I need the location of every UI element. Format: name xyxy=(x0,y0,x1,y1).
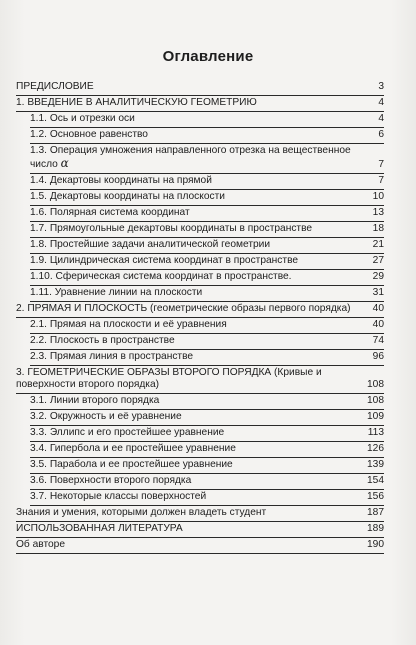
toc-entry xyxy=(30,490,384,506)
toc-entry-page: 154 xyxy=(367,475,384,486)
toc-entry-page: 96 xyxy=(372,351,384,362)
alpha-symbol: α xyxy=(60,156,69,170)
toc-entry-page: 189 xyxy=(367,523,384,534)
toc-entry-page: 139 xyxy=(367,459,384,470)
toc-entry xyxy=(30,206,384,222)
toc-entry-page: 40 xyxy=(372,319,384,330)
toc-entry xyxy=(30,174,384,190)
toc-entry-page: 27 xyxy=(372,255,384,266)
toc-entry xyxy=(30,442,384,458)
toc-entry xyxy=(30,426,384,442)
page-title: Оглавление xyxy=(162,48,254,65)
toc-entry xyxy=(30,190,384,206)
toc-entry xyxy=(30,254,384,270)
toc-entry-label: 2.2. Плоскость в пространстве xyxy=(30,335,175,346)
toc-entry xyxy=(16,522,384,538)
toc-entry-label: 3.6. Поверхности второго порядка xyxy=(30,475,192,486)
toc-entry-label: 1.4. Декартовы координаты на прямой xyxy=(30,175,212,186)
toc-entry xyxy=(30,270,384,286)
toc-entry-page: 113 xyxy=(367,427,384,438)
toc-entry-label: 3.7. Некоторые классы поверхностей xyxy=(30,491,207,502)
toc-entry-page: 31 xyxy=(372,287,384,298)
toc-entry-page: 108 xyxy=(367,395,384,406)
toc-entry-page: 7 xyxy=(378,175,384,186)
toc-entry-label: 2. ПРЯМАЯ И ПЛОСКОСТЬ (геометрические образы первого порядка) xyxy=(16,303,351,314)
toc-entry-label: 1.3. Операция умножения направленного отрезка на вещественное число xyxy=(30,145,351,170)
toc-entry-label: 1.1. Ось и отрезки оси xyxy=(30,113,135,124)
toc-entry-page: 108 xyxy=(367,379,384,390)
toc-entry-label: 1.6. Полярная система координат xyxy=(30,207,190,218)
toc-entry-page: 74 xyxy=(372,335,384,346)
toc-entry-label: 2.1. Прямая на плоскости и её уравнения xyxy=(30,319,227,330)
toc-entry-label: 2.3. Прямая линия в пространстве xyxy=(30,351,194,362)
toc-entry-label: Знания и умения, которыми должен владеть студент xyxy=(16,507,267,518)
toc-entry-page: 4 xyxy=(378,113,384,124)
toc-entry-label: 1.7. Прямоугольные декартовы координаты в пространстве xyxy=(30,223,313,234)
toc-entry-label: 1.2. Основное равенство xyxy=(30,129,148,140)
toc-entry xyxy=(30,350,384,366)
toc-entry-label: 1.8. Простейшие задачи аналитической геометрии xyxy=(30,239,271,250)
toc-entry xyxy=(30,474,384,490)
toc-entry xyxy=(30,128,384,144)
toc-entry xyxy=(16,80,384,96)
toc-entry-label: 1.9. Цилиндрическая система координат в пространстве xyxy=(30,255,299,266)
toc-entry-label: 3.2. Окружность и её уравнение xyxy=(30,411,182,422)
toc-entry xyxy=(16,96,384,112)
toc-entry-page: 21 xyxy=(372,239,384,250)
toc-entry-page: 13 xyxy=(372,207,384,218)
toc-entry-page: 29 xyxy=(372,271,384,282)
toc-entry xyxy=(30,334,384,350)
toc-entry-page: 4 xyxy=(378,97,384,108)
toc-entry xyxy=(30,286,384,302)
toc-entry xyxy=(30,458,384,474)
toc-entry xyxy=(16,538,384,554)
toc-entry-label: 3. ГЕОМЕТРИЧЕСКИЕ ОБРАЗЫ ВТОРОГО ПОРЯДКА (Кривые и поверхности второго порядка) xyxy=(16,367,322,390)
toc-entry-page: 7 xyxy=(378,159,384,170)
toc-entry-page: 190 xyxy=(367,539,384,550)
toc-entry-label: 1.5. Декартовы координаты на плоскости xyxy=(30,191,225,202)
toc-entry-label: 3.4. Гипербола и ее простейшее уравнение xyxy=(30,443,236,454)
toc-entry xyxy=(16,366,384,394)
toc-entry-page: 187 xyxy=(367,507,384,518)
toc-entry-page: 10 xyxy=(372,191,384,202)
toc-entry xyxy=(30,144,384,174)
toc-entry-label: 1.10. Сферическая система координат в пространстве. xyxy=(30,271,292,282)
toc-entry-label: Об авторе xyxy=(16,539,65,550)
toc-entry-label: ИСПОЛЬЗОВАННАЯ ЛИТЕРАТУРА xyxy=(16,523,183,534)
toc-entry-label: 3.1. Линии второго порядка xyxy=(30,395,160,406)
toc-entry-page: 3 xyxy=(378,81,384,92)
toc-entry xyxy=(16,506,384,522)
toc-entry-label: 1. ВВЕДЕНИЕ В АНАЛИТИЧЕСКУЮ ГЕОМЕТРИЮ xyxy=(16,97,257,108)
table-of-contents xyxy=(16,80,384,554)
toc-entry-label: 3.3. Эллипс и его простейшее уравнение xyxy=(30,427,225,438)
toc-entry xyxy=(30,410,384,426)
toc-entry-page: 126 xyxy=(367,443,384,454)
toc-entry-page: 40 xyxy=(372,303,384,314)
toc-entry xyxy=(30,112,384,128)
toc-entry xyxy=(30,238,384,254)
toc-entry-label: 1.11. Уравнение линии на плоскости xyxy=(30,287,203,298)
toc-entry-page: 109 xyxy=(367,411,384,422)
toc-entry-page: 156 xyxy=(367,491,384,502)
toc-entry xyxy=(30,318,384,334)
toc-entry xyxy=(30,394,384,410)
toc-entry xyxy=(30,222,384,238)
toc-entry-label: 3.5. Парабола и ее простейшее уравнение xyxy=(30,459,233,470)
toc-entry-page: 18 xyxy=(372,223,384,234)
toc-entry-page: 6 xyxy=(378,129,384,140)
toc-entry xyxy=(16,302,384,318)
toc-entry-label: ПРЕДИСЛОВИЕ xyxy=(16,81,94,92)
